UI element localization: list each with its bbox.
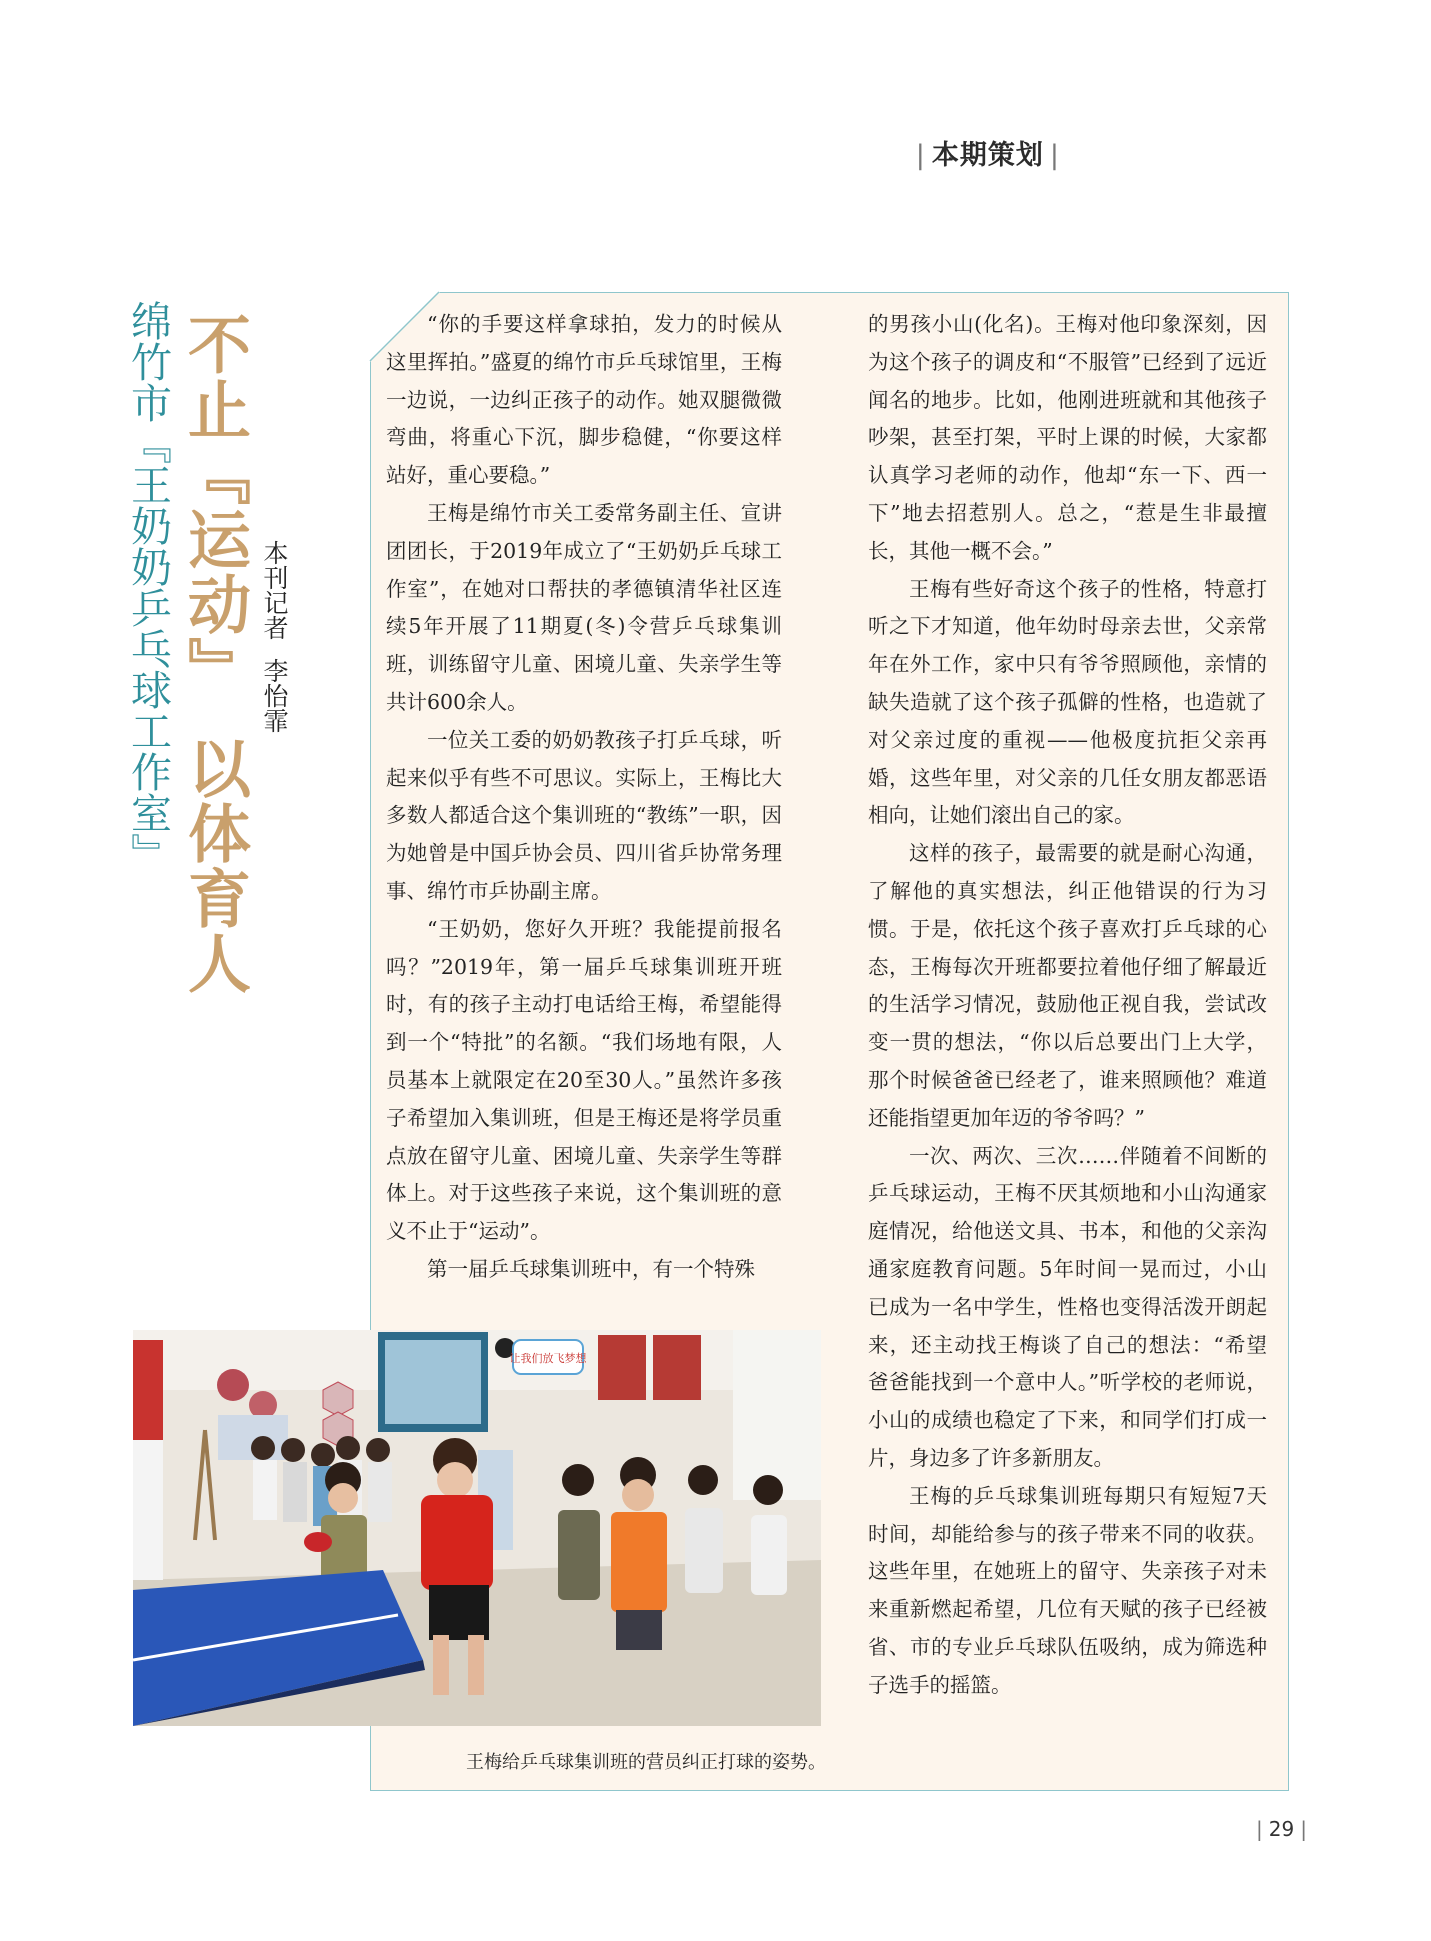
byline [262,540,287,733]
paragraph: 一次、两次、三次……伴随着不间断的乒乓球运动，王梅不厌其烦地和小山沟通家庭情况，给他送文具、书本，和他的父亲沟通家庭教育问题。5年时间一晃而过，小山已成为一名中学生，性格也变得活泼开朗起来，还主动找王梅谈了自己的想法：“希望爸爸能找到一个意中人。”听学校的老师说，小山的成绩也稳定了下来，和同学们打成一片，身边多了许多新朋友。 [868,1143,1267,1470]
article-column-1 [386,306,782,1289]
byline-role: 本刊记者 [260,540,289,640]
article-column-2 [868,306,1267,1704]
banner-text: 让我们放飞梦想 [509,1352,587,1365]
page-number-value: 29 [1268,1817,1295,1841]
paragraph: 王梅的乒乓球集训班每期只有短短7天时间，却能给参与的孩子带来不同的收获。这些年里，在她班上的留守、失亲孩子对未来重新燃起希望，几位有天赋的孩子已经被省、市的专业乒乓球队伍吸纳，成为筛选种子选手的摇篮。 [868,1483,1267,1697]
paragraph: 一位关工委的奶奶教孩子打乒乓球，听起来似乎有些不可思议。实际上，王梅比大多数人都适合这个集训班的“教练”一职，因为她曾是中国乒协会员、四川省乒协常务理事、绵竹市乒协副主席。 [386,727,782,903]
paragraph: 王梅是绵竹市关工委常务副主任、宣讲团团长，于2019年成立了“王奶奶乒乓球工作室”，在她对口帮扶的孝德镇清华社区连续5年开展了11期夏(冬)令营乒乓球集训班，训练留守儿童、困境儿童、失亲学生等共计600余人。 [386,500,782,714]
article-title [178,312,252,996]
paragraph: 这样的孩子，最需要的就是耐心沟通，了解他的真实想法，纠正他错误的行为习惯。于是，依托这个孩子喜欢打乒乓球的心态，王梅每次开班都要拉着他仔细了解最近的生活学习情况，鼓励他正视自我，尝试改变一贯的想法，“你以后总要出门上大学，那个时候爸爸已经老了，谁来照顾他？难道还能指望更加年迈的爷爷吗？” [868,841,1267,1130]
photo-illustration [133,1330,821,1726]
paragraph: “你的手要这样拿球拍，发力的时候从这里挥拍。”盛夏的绵竹市乒乓球馆里，王梅一边说，一边纠正孩子的动作。她双腿微微弯曲，将重心下沉，脚步稳健，“你要这样站好，重心要稳。” [386,312,782,488]
divider: | [1256,1817,1263,1841]
paragraph: 的男孩小山(化名)。王梅对他印象深刻，因为这个孩子的调皮和“不服管”已经到了远近闻名的地步。比如，他刚进班就和其他孩子吵架，甚至打架，平时上课的时候，大家都认真学习老师的动作，他却“东一下、西一下”地去招惹别人。总之，“惹是生非最擅长，其他一概不会。” [868,312,1267,563]
page-number [1250,1817,1313,1841]
photo-caption: 王梅给乒乓球集训班的营员纠正打球的姿势。 [466,1752,826,1773]
divider: | [1049,140,1060,171]
divider: | [1300,1817,1307,1841]
article-photo [133,1330,821,1726]
title-part-2: 以体育人 [178,736,252,996]
article-subtitle: 绵竹市『王奶奶乒乓球工作室』 [124,300,172,874]
title-part-1: 不止『运动』 [178,312,252,702]
divider: | [915,140,926,171]
paragraph: “王奶奶，您好久开班？我能提前报名吗？”2019年，第一届乒乓球集训班开班时，有的孩子主动打电话给王梅，希望能得到一个“特批”的名额。“我们场地有限，人员基本上就限定在20至30人。”虽然许多孩子希望加入集训班，但是王梅还是将学员重点放在留守儿童、困境儿童、失亲学生等群体上。对于这些孩子来说，这个集训班的意义不止于“运动”。 [386,916,782,1244]
paragraph: 第一届乒乓球集训班中，有一个特殊 [427,1256,755,1281]
section-tag-label: 本期策划 [931,140,1044,171]
paragraph: 王梅有些好奇这个孩子的性格，特意打听之下才知道，他年幼时母亲去世，父亲常年在外工作，家中只有爷爷照顾他，亲情的缺失造就了这个孩子孤僻的性格，也造就了对父亲过度的重视——他极度抗拒父亲再婚，这些年里，对父亲的几任女朋友都恶语相向，让她们滚出自己的家。 [868,576,1267,828]
section-tag [910,133,1066,172]
byline-name: 李怡霏 [260,658,289,733]
